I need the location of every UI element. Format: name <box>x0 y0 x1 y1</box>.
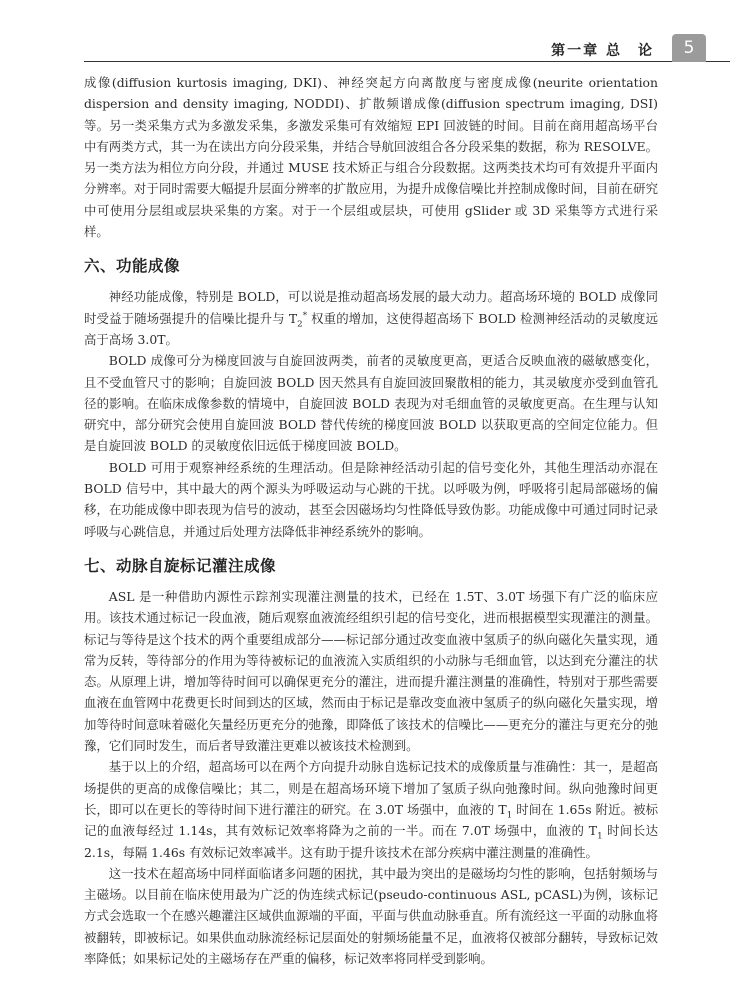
paragraph-asl-intro: ASL 是一种借助内源性示踪剂实现灌注测量的技术，已经在 1.5T、3.0T 场强下有广泛的临床应用。该技术通过标记一段血液，随后观察血液流经组织引起的信号变化，进而根据模型实现灌注的测量。标记与等待是这个技术的两个重要组成部分——标记部分通过改变血液中氢质子的纵向磁化矢量实现，通常为反转，等待部分的作用为等待被标记的血液流入实质组织的小动脉与毛细血管，以达到充分灌注的状态。从原理上讲，增加等待时间可以确保更充分的灌注，进而提升灌注测量的准确性，特别对于那些需要血液在血管网中花费更长时间到达的区域，然而由于标记是靠改变血液中氢质子的纵向磁化矢量实现，增加等待时间意味着磁化矢量经历更充分的弛豫，即降低了该技术的信噪比——更充分的灌注与更充分的弛豫，它们同时发生，而后者导致灌注更难以被该技术检测到。 <box>84 588 658 754</box>
bold-intro-text-a: 神经功能成像，特别是 BOLD，可以说是推动超高场发展的最大动力。超高场环境的 BOLD 成像同时受益于随场强提升的信噪比提升与 T <box>84 289 658 326</box>
asl-text-a: 基于以上的介绍，超高场可以在两个方向提升动脉自选标记技术的成像质量与准确性：其一，是超高场提供的更高的成像信噪比；其二，则是在超高场环境下增加了氢质子纵向弛豫时间。纵向弛豫时间更长，即可以在更长的等待时间下进行灌注的研究。在 3.0T 场强中，血液的 T <box>84 759 658 817</box>
paragraph-bold-intro <box>84 286 658 350</box>
page-body <box>84 72 658 969</box>
paragraph-asl-challenges: 这一技术在超高场中同样面临诸多问题的困扰，其中最为突出的是磁场均匀性的影响，包括射频场与主磁场。以目前在临床使用最为广泛的伪连续式标记(pseudo-continuous ASL, pCASL)为例，该标记方式会选取一个在感兴趣灌注区域供血源端的平面，平面与供血动脉垂直。所有流经这一平面的动脉血将被翻转，即被标记。如果供血动脉流经标记层面处的射频场能量不足，血液将仅被部分翻转，导致标记效率降低；如果标记处的主磁场存在严重的偏移，标记效率将同样受到影响。 <box>84 865 658 966</box>
asl-text-c: 时间长达 2.1s，每隔 1.46s 有效标记效率减半。这有助于提升该技术在部分疾病中灌注测量的准确性。 <box>84 823 658 860</box>
asl-text-b: 时间在 1.65s 附近。被标记的血液每经过 1.14s，其有效标记效率将降为之前的一半。而在 7.0T 场强中，血液的 T <box>84 801 658 839</box>
chapter-title: 第一章 总 论 <box>551 43 654 59</box>
header-rule <box>84 61 730 62</box>
section-heading-asl: 七、动脉自旋标记灌注成像 <box>84 556 277 575</box>
t1-subscript-a: 1 <box>506 810 513 821</box>
t1-subscript-b: 1 <box>597 831 603 842</box>
page-number: 5 <box>672 34 706 62</box>
paragraph-asl-ultrahigh-field <box>84 756 658 862</box>
section-heading-functional-imaging: 六、功能成像 <box>84 257 181 276</box>
t2-star-superscript: * <box>302 310 308 321</box>
paragraph-bold-physiology: BOLD 可用于观察神经系统的生理活动。但是除神经活动引起的信号变化外，其他生理活动亦混在 BOLD 信号中，其中最大的两个源头为呼吸运动与心跳的干扰。以呼吸为例，呼吸将引起局部磁场的偏移，在功能成像中即表现为信号的波动，甚至会因磁场均匀性降低导致伪影。功能成像中可通过同时记录呼吸与心跳信息，并通过后处理方法降低非神经系统外的影响。 <box>84 459 658 539</box>
paragraph-bold-types: BOLD 成像可分为梯度回波与自旋回波两类，前者的灵敏度更高，更适合反映血液的磁敏感变化，且不受血管尺寸的影响；自旋回波 BOLD 因天然具有自旋回波回聚散相的能力，其灵敏度亦受到血管孔径的影响。在临床成像参数的情境中，自旋回波 BOLD 表现为对毛细血管的灵敏度更高。在生理与认知研究中，部分研究会使用自旋回波 BOLD 替代传统的梯度回波 BOLD 以获取更高的空间定位能力。但是自旋回波 BOLD 的灵敏度依旧远低于梯度回波 BOLD。 <box>84 353 658 454</box>
t2-subscript: 2 <box>297 319 303 330</box>
paragraph-diffusion-continued: 成像(diffusion kurtosis imaging, DKI)、神经突起方向离散度与密度成像(neurite orientation dispersion and density imaging, NODDI)、扩散频谱成像(diffusion spectrum imaging, DSI)等。另一类采集方式为多激发采集，多激发采集可有效缩短 EPI 回波链的时间。目前在商用超高场平台中有两类方式，其一为在读出方向分段采集，并结合导航回波组合各分段采集的数据，称为 RESOLVE。另一类方法为相位方向分段，并通过 MUSE 技术矫正与组合分段数据。这两类技术均可有效提升平面内分辨率。对于同时需要大幅提升层面分辨率的扩散应用，为提升成像信噪比并控制成像时间，目前在研究中可使用分层组或层块采集的方案。对于一个层组或层块，可使用 gSlider 或 3D 采集等方式进行采样。 <box>84 75 658 240</box>
page-header <box>0 34 730 64</box>
bold-intro-text-b: 权重的增加，这使得超高场下 BOLD 检测神经活动的灵敏度远高于高场 3.0T。 <box>84 310 659 347</box>
